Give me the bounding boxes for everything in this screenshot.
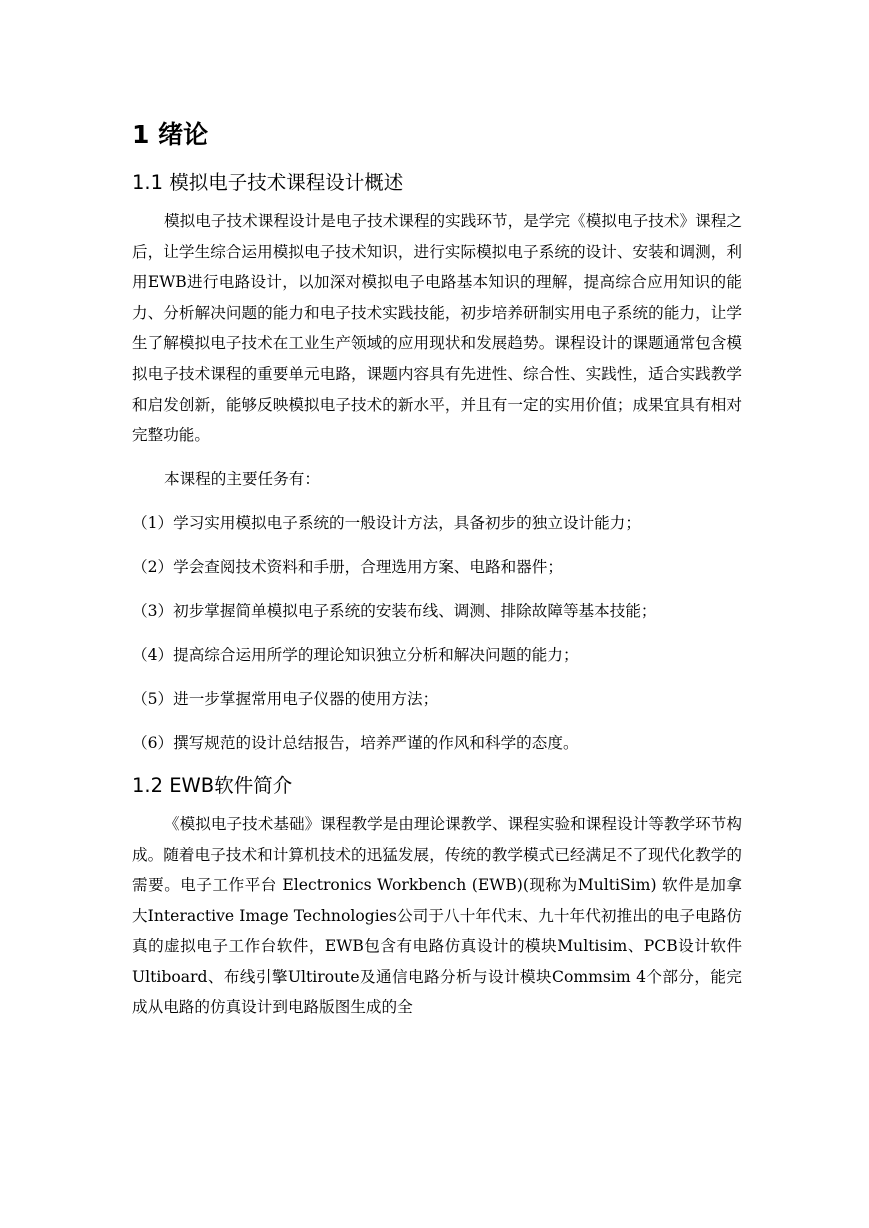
task-item-1: （1）学习实用模拟电子系统的一般设计方法，具备初步的独立设计能力； [132,513,641,532]
section-1-heading: 1.1 模拟电子技术课程设计概述 [132,171,404,194]
section-2-paragraph: 《模拟电子技术基础》课程教学是由理论课教学、课程实验和课程设计等教学环节构成。随着电子技术和计算机技术的迅猛发展，传统的教学模式已经满足不了现代化教学的需要。电子工作平台 Electronics Workbench (EWB)(现称为MultiSim) 软件是加拿大Interactive Image Technologies公司于八十年代末、九十年代初推出的电子电路仿真的虚拟电子工作台软件，EWB包含有电路仿真设计的模块Multisim、PCB设计软件Ultiboard、布线引擎Ultiroute及通信电路分析与设计模块Commsim 4个部分，能完成从电路的仿真设计到电路版图生成的全 [132,814,742,1017]
tasks-intro: 本课程的主要任务有： [163,469,320,488]
task-item-5: （5）进一步掌握常用电子仪器的使用方法； [132,690,439,709]
page-content [132,110,742,1023]
task-item-4: （4）提高综合运用所学的理论知识独立分析和解决问题的能力； [132,646,579,665]
task-item-3: （3）初步掌握简单模拟电子系统的安装布线、调测、排除故障等基本技能； [132,602,657,621]
section-2-heading: 1.2 EWB软件简介 [132,773,293,797]
task-item-2: （2）学会查阅技术资料和手册，合理选用方案、电路和器件； [132,557,563,576]
task-item-6: （6）撰写规范的设计总结报告，培养严谨的作风和科学的态度。 [132,734,579,753]
section-1-paragraph: 模拟电子技术课程设计是电子技术课程的实践环节，是学完《模拟电子技术》课程之后，让学生综合运用模拟电子技术知识，进行实际模拟电子系统的设计、安装和调测，利用EWB进行电路设计，以加深对模拟电子电路基本知识的理解，提高综合应用知识的能力、分析解决问题的能力和电子技术实践技能，初步培养研制实用电子系统的能力，让学生了解模拟电子技术在工业生产领域的应用现状和发展趋势。课程设计的课题通常包含模拟电子技术课程的重要单元电路，课题内容具有先进性、综合性、实践性，适合实践教学和启发创新，能够反映模拟电子技术的新水平，并且有一定的实用价值；成果宜具有相对完整功能。 [132,212,742,445]
chapter-title: 1 绪论 [132,120,209,149]
